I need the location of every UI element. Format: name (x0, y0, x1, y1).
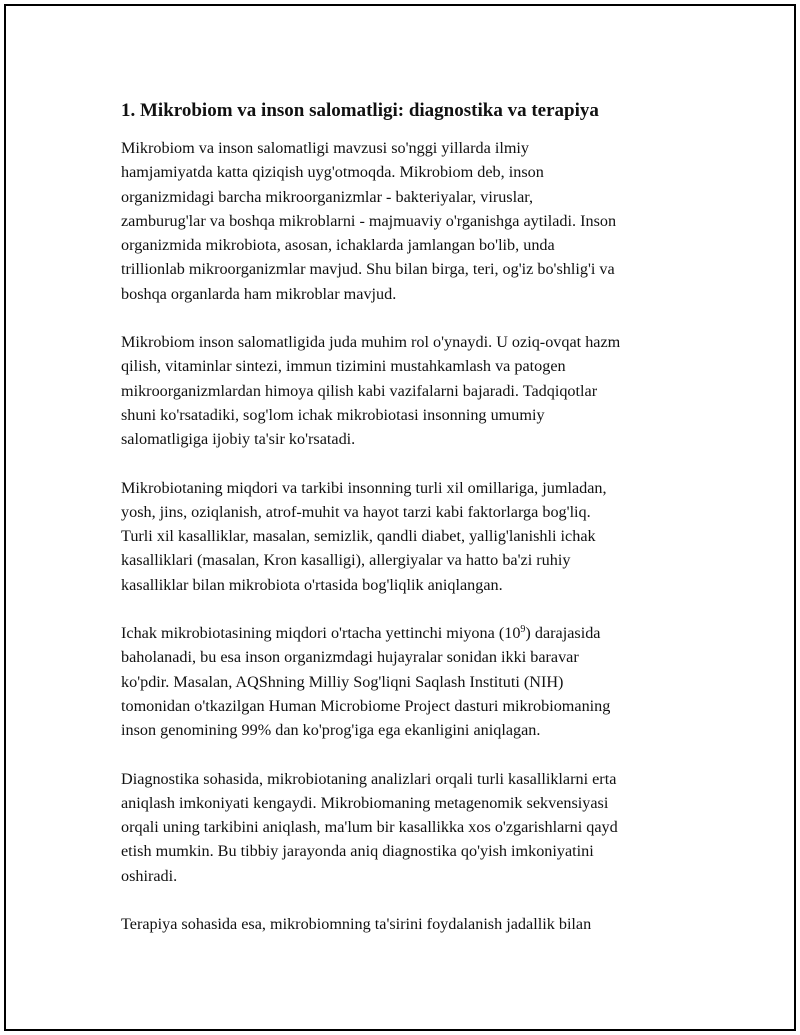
paragraph-5 (121, 767, 701, 888)
text-line: boshqa organlarda ham mikroblar mavjud. (121, 284, 397, 303)
document-body (121, 98, 701, 960)
section-heading: 1. Mikrobiom va inson salomatligi: diagnostika va terapiya (121, 100, 599, 121)
text-line: Mikrobiom va inson salomatligi mavzusi so'nggi yillarda ilmiy (121, 139, 530, 157)
paragraph-1 (121, 136, 701, 306)
text-line: oshiradi. (121, 866, 178, 885)
text-line: organizmida mikrobiota, asosan, ichaklarda jamlangan bo'lib, unda (121, 236, 555, 255)
text-line: kasalliklar bilan mikrobiota o'rtasida bog'liqlik aniqlangan. (121, 575, 503, 594)
text-line: Mikrobiom inson salomatligida juda muhim rol o'ynaydi. U oziq-ovqat hazm (121, 333, 621, 352)
text-line: Terapiya sohasida esa, mikrobiomning ta'sirini foydalanish jadallik bilan (121, 915, 592, 934)
text-line: Turli xil kasalliklar, masalan, semizlik, qandli diabet, yallig'lanishli ichak (121, 527, 596, 546)
text-line: kasalliklari (masalan, Kron kasalligi), allergiyalar va hatto ba'zi ruhiy (121, 551, 571, 570)
text-line: hamjamiyatda katta qiziqish uyg'otmoqda. Mikrobiom deb, inson (121, 163, 544, 182)
text-line: orqali uning tarkibini aniqlash, ma'lum bir kasallikka xos o'zgarishlarni qayd (121, 818, 618, 837)
text-line (121, 621, 701, 645)
text-line: Diagnostika sohasida, mikrobiotaning analizlari orqali turli kasalliklarni erta (121, 769, 617, 788)
text-line: trillionlab mikroorganizmlar mavjud. Shu bilan birga, teri, og'iz bo'shlig'i va (121, 260, 615, 279)
text-line: Mikrobiotaning miqdori va tarkibi insonning turli xil omillariga, jumladan, (121, 478, 607, 497)
text-line: ko'pdir. Masalan, AQShning Milliy Sog'liqni Saqlash Instituti (NIH) (121, 672, 564, 691)
text-line: mikroorganizmlardan himoya qilish kabi vazifalarni bajaradi. Tadqiqotlar (121, 381, 598, 400)
paragraph-2 (121, 330, 701, 451)
paragraph-4 (121, 621, 701, 742)
text-fragment: Ichak mikrobiotasining miqdori o'rtacha yettinchi miyona (10 (121, 624, 521, 643)
paragraph-6 (121, 912, 701, 936)
text-line: baholanadi, bu esa inson organizmdagi hujayralar sonidan ikki baravar (121, 648, 579, 667)
text-line: aniqlash imkoniyati kengaydi. Mikrobiomaning metagenomik sekvensiyasi (121, 793, 609, 812)
text-line: yosh, jins, oziqlanish, atrof-muhit va hayot tarzi kabi faktorlarga bog'liq. (121, 502, 591, 521)
text-line: etish mumkin. Bu tibbiy jarayonda aniq diagnostika qo'yish imkoniyatini (121, 842, 594, 861)
superscript-exponent: 9 (520, 624, 526, 636)
text-line: salomatligiga ijobiy ta'sir ko'rsatadi. (121, 430, 356, 449)
page-frame (4, 4, 796, 1031)
text-line: qilish, vitaminlar sintezi, immun tizimini mustahkamlash va patogen (121, 357, 566, 376)
text-fragment: ) darajasida (525, 624, 601, 643)
paragraph-3 (121, 476, 701, 597)
text-line: tomonidan o'tkazilgan Human Microbiome Project dasturi mikrobiomaning (121, 696, 611, 715)
text-line: inson genomining 99% dan ko'prog'iga ega ekanligini aniqlagan. (121, 721, 541, 740)
text-line: organizmidagi barcha mikroorganizmlar - bakteriyalar, viruslar, (121, 187, 534, 206)
text-line: shuni ko'rsatadiki, sog'lom ichak mikrobiotasi insonning umumiy (121, 405, 545, 424)
text-line: zamburug'lar va boshqa mikroblarni - majmuaviy o'rganishga aytiladi. Inson (121, 211, 617, 230)
